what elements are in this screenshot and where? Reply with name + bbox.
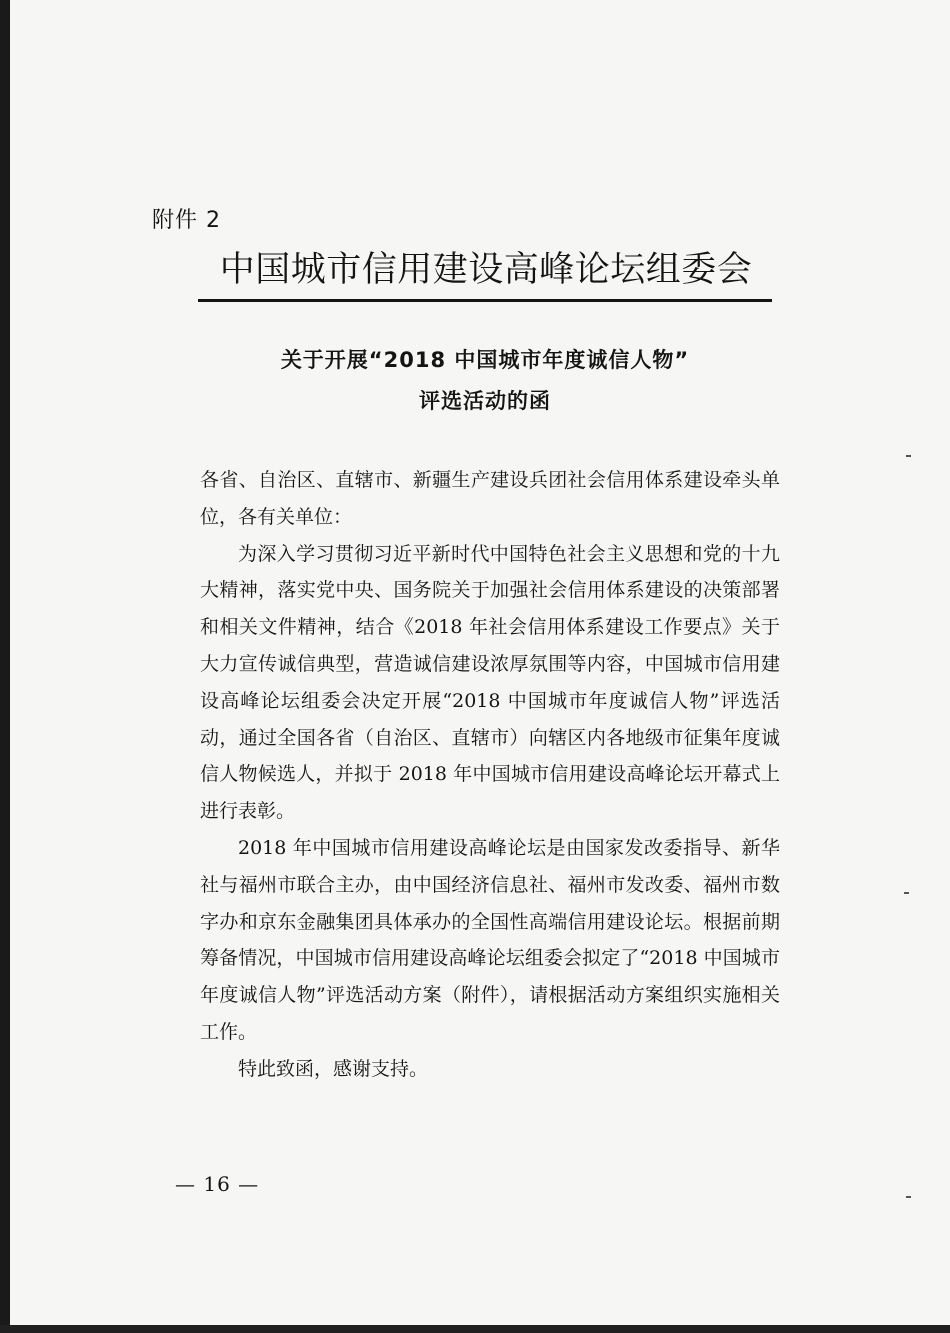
organization-title: 中国城市信用建设高峰论坛组委会 xyxy=(219,250,753,290)
scan-speck xyxy=(906,455,911,457)
page-number: — 16 — xyxy=(175,1172,260,1196)
scan-speck xyxy=(906,1196,911,1198)
scan-border-bottom xyxy=(0,1325,950,1333)
attachment-label: 附件 2 xyxy=(152,208,221,233)
scan-border-left xyxy=(0,0,10,1333)
salutation: 各省、自治区、直辖市、新疆生产建设兵团社会信用体系建设牵头单位，各有关单位： xyxy=(200,469,780,528)
header-divider xyxy=(198,299,772,302)
letter-body xyxy=(200,462,780,1088)
scan-speck xyxy=(904,892,909,894)
document-title-line-2: 评选活动的函 xyxy=(419,389,551,413)
paragraph-forum-info: 2018 年中国城市信用建设高峰论坛是由国家发改委指导、新华社与福州市联合主办，由中国经济信息社、福州市发改委、福州市数字办和京东金融集团具体承办的全国性高端信用建设论坛。根据前期筹备情况，中国城市信用建设高峰论坛组委会拟定了“2018 中国城市年度诚信人物”评选活动方案（附件），请根据活动方案组织实施相关工作。 xyxy=(200,836,780,1043)
paragraph-closing: 特此致函，感谢支持。 xyxy=(238,1057,429,1080)
document-title-line-1: 关于开展“2018 中国城市年度诚信人物” xyxy=(280,348,690,372)
paragraph-purpose: 为深入学习贯彻习近平新时代中国特色社会主义思想和党的十九大精神，落实党中央、国务院关于加强社会信用体系建设的决策部署和相关文件精神，结合《2018 年社会信用体系建设工作要点》关于大力宣传诚信典型，营造诚信建设浓厚氛围等内容，中国城市信用建设高峰论坛组委会决定开展“2018 中国城市年度诚信人物”评选活动，通过全国各省（自治区、直辖市）向辖区内各地级市征集年度诚信人物候选人，并拟于 2018 年中国城市信用建设高峰论坛开幕式上进行表彰。 xyxy=(200,542,780,823)
